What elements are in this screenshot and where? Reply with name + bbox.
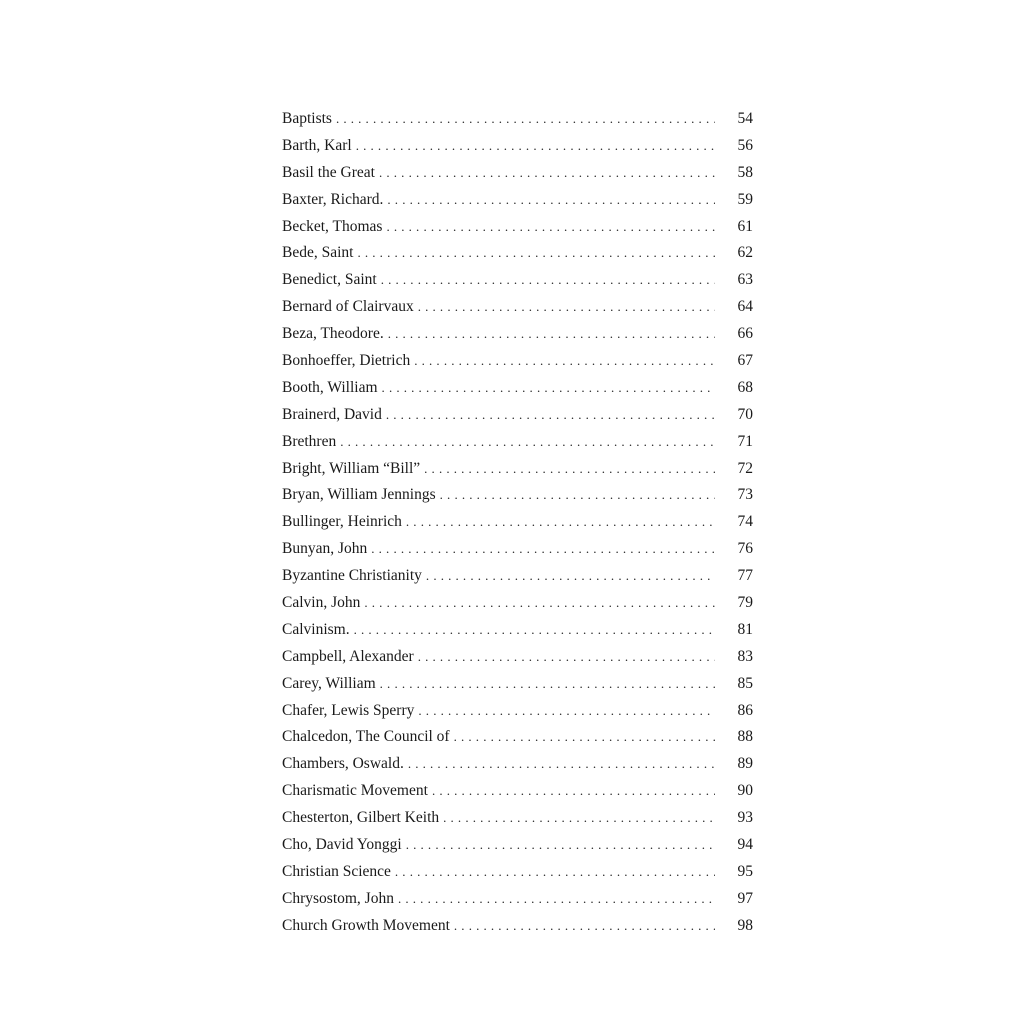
dot-leader [432,778,715,805]
toc-entry-page-number: 73 [737,486,753,504]
toc-entry-page-number: 79 [737,594,753,612]
dot-leader [418,294,715,321]
dot-leader [386,214,715,241]
toc-entry-title: Beza, Theodore. [282,325,384,343]
toc-entry [282,321,753,348]
toc-entry-title: Benedict, Saint [282,271,377,289]
dot-leader [386,402,715,429]
dot-leader [395,859,715,886]
toc-entry-page-number: 61 [737,217,753,235]
toc-entry-page-number: 67 [737,352,753,370]
toc-entry-page-number: 74 [737,513,753,531]
dot-leader [426,563,715,590]
toc-entry-title: Chalcedon, The Council of [282,728,450,746]
toc-entry-title: Bryan, William Jennings [282,486,436,504]
toc-entry-title: Bullinger, Heinrich [282,513,402,531]
dot-leader [364,590,715,617]
toc-entry-page-number: 86 [737,701,753,719]
toc-entry [282,724,753,751]
toc-entry-page-number: 81 [737,620,753,638]
toc-entry-page-number: 70 [737,405,753,423]
toc-entry-page-number: 94 [737,836,753,854]
dot-leader [440,482,715,509]
toc-entry-title: Chesterton, Gilbert Keith [282,809,440,827]
toc-entry-page-number: 54 [737,110,753,127]
toc-entry [282,913,753,940]
toc-entry [282,240,753,267]
dot-leader [388,321,715,348]
toc-entry [282,590,753,617]
toc-entry [282,563,753,590]
toc-entry-page-number: 58 [737,163,753,181]
dot-leader [418,644,715,671]
toc-entry-title: Carey, William [282,674,376,692]
toc-entry-title: Becket, Thomas [282,217,383,235]
toc-entry-title: Brainerd, David [282,405,382,423]
toc-entry-title: Campbell, Alexander [282,647,414,665]
toc-entry-title: Charismatic Movement [282,782,428,800]
dot-leader [408,751,715,778]
dot-leader [387,187,715,214]
dot-leader [336,106,715,133]
toc-entry-title: Bright, William “Bill” [282,459,421,477]
toc-entry-title: Bernard of Clairvaux [282,298,414,316]
toc-entry-page-number: 88 [737,728,753,746]
dot-leader [454,913,715,940]
dot-leader [406,509,715,536]
toc-entry-page-number: 97 [737,889,753,907]
dot-leader [380,671,715,698]
dot-leader [414,348,715,375]
toc-entry [282,644,753,671]
dot-leader [354,617,715,644]
toc-entry [282,267,753,294]
toc-entry-title: Bede, Saint [282,244,354,262]
toc-entry [282,456,753,483]
toc-entry-page-number: 59 [737,190,753,208]
dot-leader [398,886,715,913]
toc-entry-page-number: 71 [737,432,753,450]
toc-entry-title: Chrysostom, John [282,889,394,907]
toc-entry-title: Baxter, Richard. [282,190,384,208]
toc-entry-title: Chambers, Oswald. [282,755,404,773]
toc-entry [282,294,753,321]
dot-leader [418,698,715,725]
toc-entry [282,509,753,536]
toc-entry-page-number: 62 [737,244,753,262]
toc-entry-page-number: 68 [737,378,753,396]
toc-entry-page-number: 85 [737,674,753,692]
dot-leader [340,429,715,456]
toc-entry-title: Brethren [282,432,337,450]
toc-entry [282,187,753,214]
toc-entry [282,536,753,563]
dot-leader [382,375,715,402]
toc-entry-title: Church Growth Movement [282,916,450,934]
toc-entry-title: Byzantine Christianity [282,567,422,585]
toc-entry-page-number: 98 [737,916,753,934]
toc-entry-title: Booth, William [282,378,378,396]
toc-entry [282,671,753,698]
toc-entry [282,133,753,160]
toc-entry-page-number: 64 [737,298,753,316]
toc-entry [282,859,753,886]
toc-entry-page-number: 95 [737,862,753,880]
toc-entry [282,617,753,644]
toc-entry-page-number: 76 [737,540,753,558]
toc-entry [282,886,753,913]
toc-entry-title: Basil the Great [282,163,375,181]
toc-entry [282,214,753,241]
toc-entry [282,698,753,725]
toc-entry-title: Chafer, Lewis Sperry [282,701,415,719]
toc-entry [282,402,753,429]
toc-entry-page-number: 66 [737,325,753,343]
toc-entry-title: Calvin, John [282,594,361,612]
dot-leader [424,456,715,483]
toc-entry-title: Bonhoeffer, Dietrich [282,352,411,370]
toc-entry-title: Baptists [282,110,332,127]
toc-entry [282,751,753,778]
toc-entry [282,106,753,133]
dot-leader [454,724,715,751]
toc-entry-page-number: 90 [737,782,753,800]
toc-entry [282,348,753,375]
toc-entry-title: Christian Science [282,862,391,880]
toc-entry [282,160,753,187]
toc-entry [282,805,753,832]
dot-leader [356,133,715,160]
toc-entry [282,482,753,509]
toc-entry [282,778,753,805]
toc-entry-title: Barth, Karl [282,136,352,154]
toc-entry-page-number: 77 [737,567,753,585]
dot-leader [379,160,715,187]
toc-entry [282,375,753,402]
toc-entry-page-number: 72 [737,459,753,477]
dot-leader [406,832,715,859]
toc-entry-title: Bunyan, John [282,540,368,558]
dot-leader [443,805,715,832]
toc-entry-page-number: 63 [737,271,753,289]
toc-entry-page-number: 93 [737,809,753,827]
toc-entry-page-number: 89 [737,755,753,773]
toc-entry [282,832,753,859]
dot-leader [381,267,715,294]
dot-leader [371,536,715,563]
toc-entry [282,429,753,456]
toc-entry-page-number: 83 [737,647,753,665]
toc-entry-page-number: 56 [737,136,753,154]
toc-entry-title: Calvinism. [282,620,350,638]
dot-leader [357,240,715,267]
table-of-contents [282,106,753,940]
toc-entry-title: Cho, David Yonggi [282,836,402,854]
